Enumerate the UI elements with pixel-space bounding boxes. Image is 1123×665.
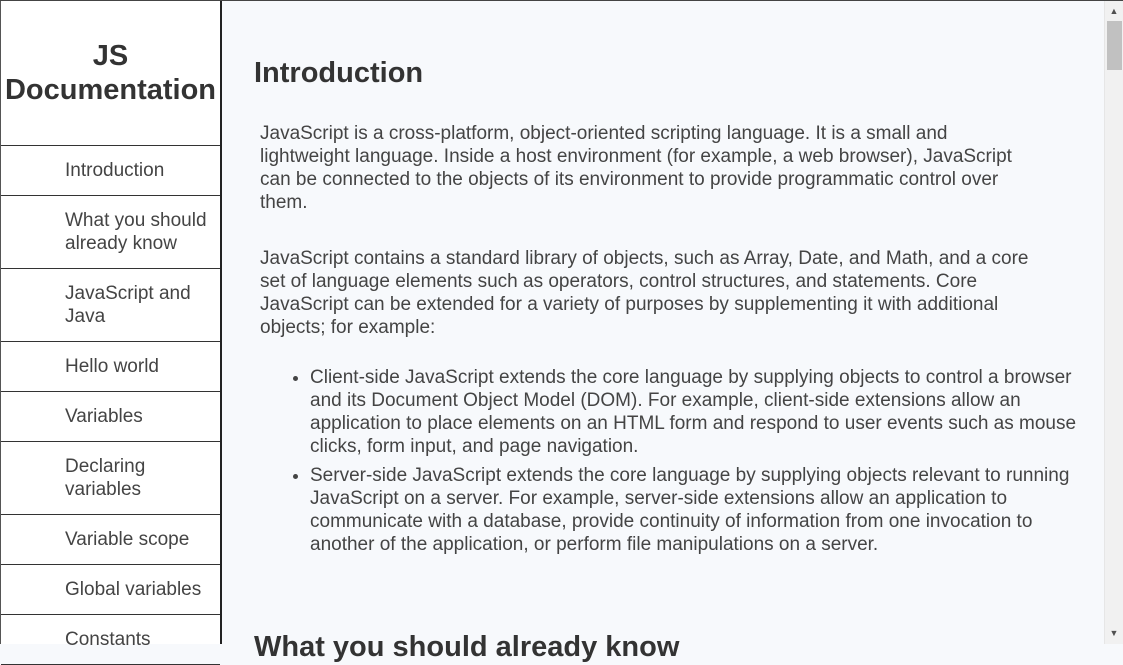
sidebar-item-variables[interactable]: Variables <box>1 392 220 442</box>
sidebar-item-variable-scope[interactable]: Variable scope <box>1 515 220 565</box>
scroll-down-icon[interactable]: ▼ <box>1109 628 1119 638</box>
scrollbar-thumb[interactable] <box>1107 21 1122 70</box>
bullet-list <box>260 366 1090 562</box>
main-content <box>224 1 1104 663</box>
list-item: • Server-side JavaScript extends the core language by supplying objects relevant to running JavaScript on a server. For example, server-side extensions allow an application to communicate with a database, provide continuity of information from one invocation to another of the application, or perform file manipulations on a server. <box>310 464 1090 556</box>
scroll-up-icon[interactable]: ▲ <box>1109 6 1119 16</box>
section-title: Introduction <box>254 57 424 89</box>
sidebar-item-hello-world[interactable]: Hello world <box>1 342 220 392</box>
sidebar-item-declaring-variables[interactable]: Declaring variables <box>1 442 220 515</box>
sidebar-item-introduction[interactable]: Introduction <box>1 146 220 196</box>
list-item: • Client-side JavaScript extends the core language by supplying objects to control a browser and its Document Object Model (DOM). For example, client-side extensions allow an application to place elements on an HTML form and respond to user events such as mouse clicks, form input, and page navigation. <box>310 366 1090 458</box>
sidebar-item-javascript-and-java[interactable]: JavaScript and Java <box>1 269 220 342</box>
scrollbar[interactable] <box>1104 1 1123 644</box>
sidebar-nav <box>0 1 222 650</box>
next-section-title: What you should already know <box>254 631 680 663</box>
sidebar-item-global-variables[interactable]: Global variables <box>1 565 220 615</box>
intro-paragraph: JavaScript is a cross-platform, object-oriented scripting language. It is a small and lightweight language. Inside a host environment (for example, a web browser), JavaScript can be connected to the objects of its environment to provide programmatic control over them. <box>260 123 1012 213</box>
sidebar-item-what-you-should-already-know[interactable]: What you should already know <box>1 196 220 269</box>
sidebar-item-constants[interactable]: Constants <box>1 615 220 665</box>
intro-paragraph: JavaScript contains a standard library of objects, such as Array, Date, and Math, and a core set of language elements such as operators, control structures, and statements. Core JavaScript can be extended for a variety of purposes by supplementing it with additional objects; for example: <box>260 248 1029 338</box>
sidebar-title: JS Documentation <box>1 1 220 146</box>
